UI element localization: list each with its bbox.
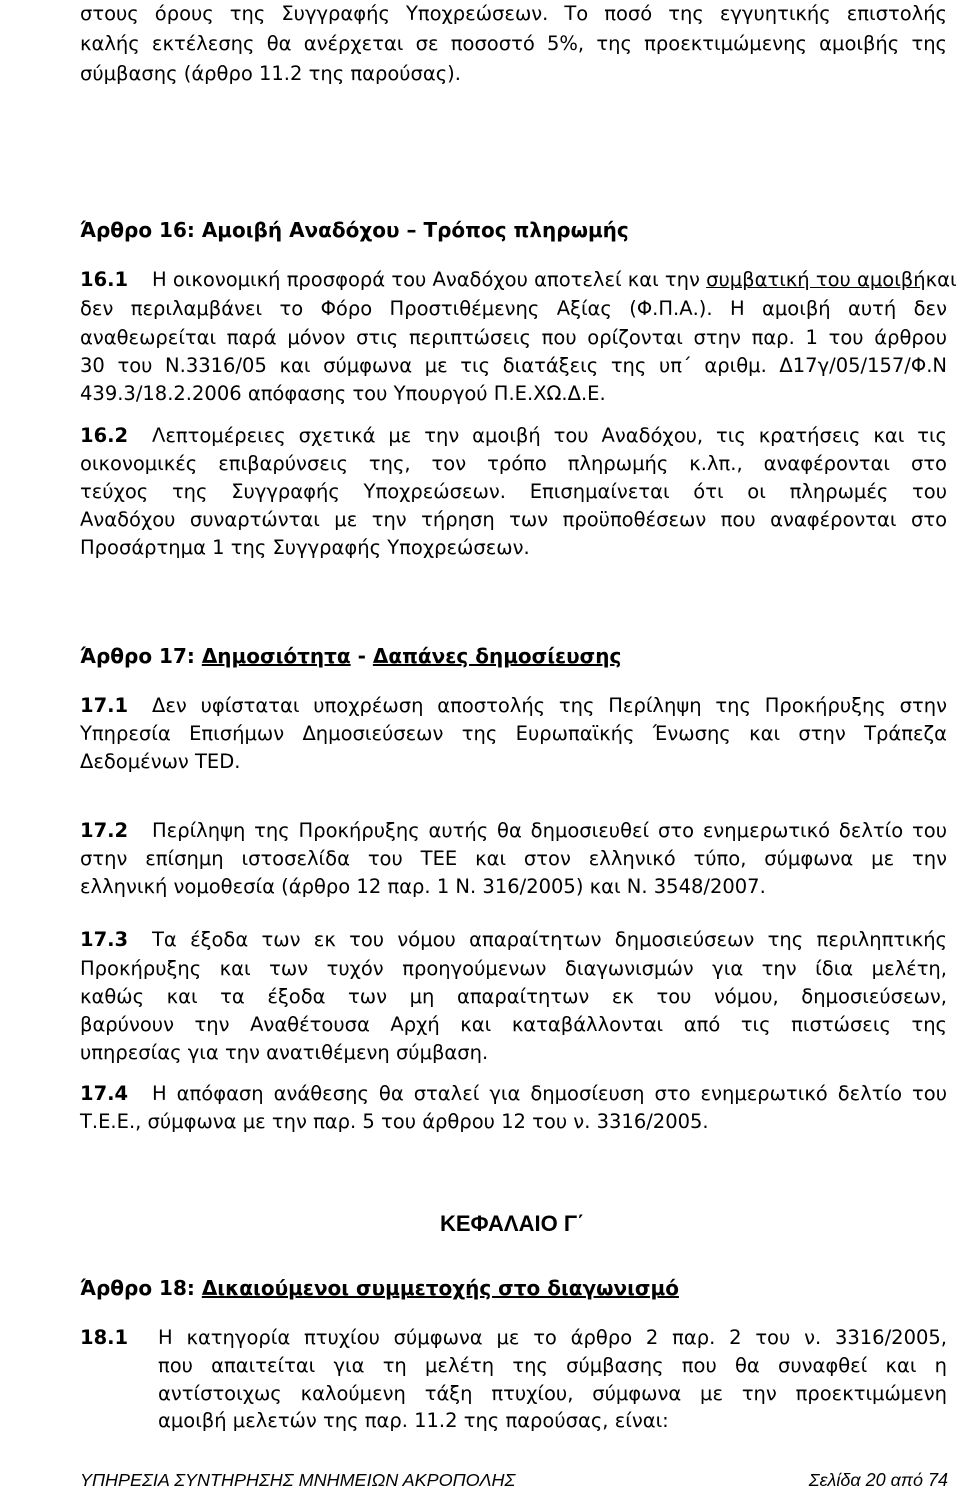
- body-text-line: Περίληψη της Προκήρυξης αυτής θα δημοσιευθεί στο ενημερωτικό δελτίο του: [152, 819, 947, 842]
- body-text-line: που απαιτείται για τη μελέτη της σύμβασης που θα συναφθεί και η: [158, 1354, 947, 1377]
- body-text-line: καθώς και τα έξοδα των μη απαραίτητων εκ του νόμου, δημοσιεύσεων,: [80, 985, 947, 1008]
- body-text-line: Υπηρεσία Επισήμων Δημοσιεύσεων της Ευρωπαϊκής Ένωσης και στην Τράπεζα: [80, 722, 947, 745]
- body-text-line: Προσάρτημα 1 της Συγγραφής Υποχρεώσεων.: [80, 536, 530, 559]
- heading-underlined-text: Δημοσιότητα: [201, 644, 351, 668]
- footer-organization: ΥΠΗΡΕΣΙΑ ΣΥΝΤΗΡΗΣΗΣ ΜΝΗΜΕΙΩΝ ΑΚΡΟΠΟΛΗΣ: [80, 1470, 516, 1490]
- body-text-line: 30 του Ν.3316/05 και σύμφωνα με τις διατάξεις της υπ΄ αριθμ. Δ17γ/05/157/Φ.Ν: [80, 354, 947, 377]
- clause-number: 18.1: [80, 1326, 129, 1349]
- body-text-line: τεύχος της Συγγραφής Υποχρεώσεων. Επισημαίνεται ότι οι πληρωμές του: [80, 480, 947, 503]
- body-text-line: αναθεωρείται παρά μόνον στις περιπτώσεις που ορίζονται στην παρ. 1 του άρθρου: [80, 326, 947, 349]
- body-text-line: βαρύνουν την Αναθέτουσα Αρχή και καταβάλλονται από τις πιστώσεις της: [80, 1013, 947, 1036]
- body-text-line: Δεδομένων TED.: [80, 750, 241, 773]
- text-span: και: [925, 268, 957, 291]
- body-text-line: Τ.Ε.Ε., σύμφωνα με την παρ. 5 του άρθρου 12 του ν. 3316/2005.: [80, 1110, 709, 1133]
- article-18-heading: [80, 1276, 679, 1300]
- clause-number: 17.3: [80, 928, 129, 951]
- body-text-line: Λεπτομέρειες σχετικά με την αμοιβή του Αναδόχου, τις κρατήσεις και τις: [152, 424, 947, 447]
- body-text-line: Η απόφαση ανάθεσης θα σταλεί για δημοσίευση στο ενημερωτικό δελτίο του: [152, 1082, 947, 1105]
- body-text-line: αμοιβή μελετών της παρ. 11.2 της παρούσας, είναι:: [158, 1409, 669, 1432]
- heading-underlined-text: Δαπάνες δημοσίευσης: [372, 644, 622, 668]
- body-text-line: δεν περιλαμβάνει το Φόρο Προστιθέμενης Αξίας (Φ.Π.Α.). Η αμοιβή αυτή δεν: [80, 297, 947, 320]
- heading-text: Άρθρο 18:: [80, 1276, 202, 1300]
- body-text-line: υπηρεσίας για την ανατιθέμενη σύμβαση.: [80, 1041, 489, 1064]
- clause-number: 17.2: [80, 819, 129, 842]
- heading-text: Άρθρο 17:: [80, 644, 202, 668]
- body-text-line: [152, 268, 957, 292]
- body-text-line: Αναδόχου συναρτώνται με την τήρηση των προϋποθέσεων που αναφέρονται στο: [80, 508, 947, 531]
- heading-underlined-text: Δικαιούμενοι συμμετοχής στο διαγωνισμό: [201, 1276, 679, 1300]
- clause-number: 16.2: [80, 424, 129, 447]
- body-text-line: ελληνική νομοθεσία (άρθρο 12 παρ. 1 Ν. 316/2005) και Ν. 3548/2007.: [80, 875, 766, 898]
- text-span: Η οικονομική προσφορά του Αναδόχου αποτελεί και την: [152, 268, 707, 291]
- footer-page-number: Σελίδα 20 από 74: [808, 1470, 948, 1490]
- body-text-line: αντίστοιχως καλούμενη τάξη πτυχίου, σύμφωνα με την προεκτιμώμενη: [158, 1382, 947, 1405]
- body-text-line: Προκήρυξης και των τυχόν προηγούμενων διαγωνισμών για την ίδια μελέτη,: [80, 957, 947, 980]
- body-text-line: Η κατηγορία πτυχίου σύμφωνα με το άρθρο 2 παρ. 2 του ν. 3316/2005,: [158, 1326, 947, 1349]
- body-text-line: στην επίσημη ιστοσελίδα του ΤΕΕ και στον ελληνικό τύπο, σύμφωνα με την: [80, 847, 947, 870]
- body-text-line: Τα έξοδα των εκ του νόμου απαραίτητων δημοσιεύσεων της περιληπτικής: [152, 928, 947, 951]
- body-text-line: σύμβασης (άρθρο 11.2 της παρούσας).: [80, 62, 461, 85]
- clause-number: 17.1: [80, 694, 129, 717]
- clause-number: 17.4: [80, 1082, 129, 1105]
- article-17-heading: [80, 644, 621, 668]
- body-text-line: οικονομικές επιβαρύνσεις της, τον τρόπο πληρωμής κ.λπ., αναφέρονται στο: [80, 452, 947, 475]
- body-text-line: Δεν υφίσταται υποχρέωση αποστολής της Περίληψη της Προκήρυξης στην: [152, 694, 947, 717]
- body-text-line: στους όρους της Συγγραφής Υποχρεώσεων. Το ποσό της εγγυητικής επιστολής: [80, 2, 947, 25]
- clause-number: 16.1: [80, 268, 129, 291]
- body-text-line: 439.3/18.2.2006 απόφασης του Υπουργού Π.Ε.ΧΩ.Δ.Ε.: [80, 382, 606, 405]
- body-text-line: καλής εκτέλεσης θα ανέρχεται σε ποσοστό 5%, της προεκτιμώμενης αμοιβής της: [80, 32, 947, 55]
- underlined-text: συμβατική του αμοιβή: [706, 268, 926, 291]
- heading-text: -: [350, 644, 373, 668]
- chapter-title: ΚΕΦΑΛΑΙΟ Γ΄: [440, 1211, 585, 1236]
- article-16-heading: Άρθρο 16: Αμοιβή Αναδόχου – Τρόπος πληρωμής: [80, 218, 629, 242]
